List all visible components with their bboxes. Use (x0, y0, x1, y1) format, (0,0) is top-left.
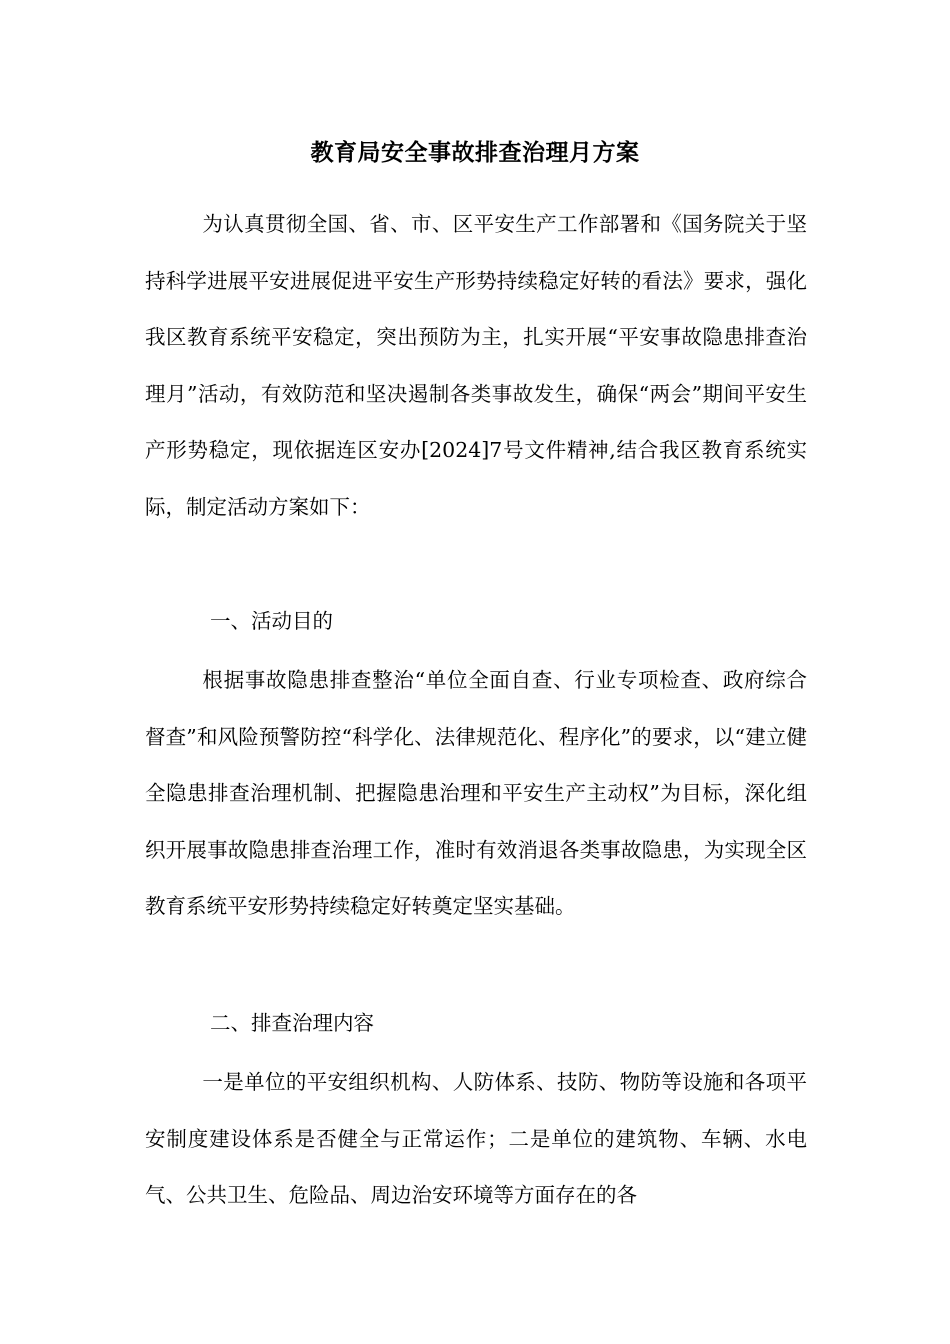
document-title: 教育局安全事故排查治理月方案 (310, 139, 640, 166)
section-2-heading: 二、排查治理内容 (210, 1011, 374, 1035)
intro-paragraph: 为认真贯彻全国、省、市、区平安生产工作部署和《国务院关于坚持科学进展平安进展促进平安生产形势持续稳定好转的看法》要求，强化我区教育系统平安稳定，突出预防为主，扎实开展“平安事故隐患排查治理月”活动，有效防范和坚决遏制各类事故发生，确保“两会”期间平安生产形势稳定，现依据连区安办[2024]7号文件精神,结合我区教育系统实际，制定活动方案如下： (145, 212, 807, 519)
section-1-paragraph: 根据事故隐患排查整治“单位全面自查、行业专项检查、政府综合督查”和风险预警防控“科学化、法律规范化、程序化”的要求，以“建立健全隐患排查治理机制、把握隐患治理和平安生产主动权”为目标，深化组织开展事故隐患排查治理工作，准时有效消退各类事故隐患，为实现全区教育系统平安形势持续稳定好转奠定坚实基础。 (145, 668, 807, 918)
section-2-paragraph: 一是单位的平安组织机构、人防体系、技防、物防等设施和各项平安制度建设体系是否健全与正常运作；二是单位的建筑物、车辆、水电气、公共卫生、危险品、周边治安环境等方面存在的各 (145, 1070, 807, 1207)
section-1-heading: 一、活动目的 (210, 609, 333, 633)
